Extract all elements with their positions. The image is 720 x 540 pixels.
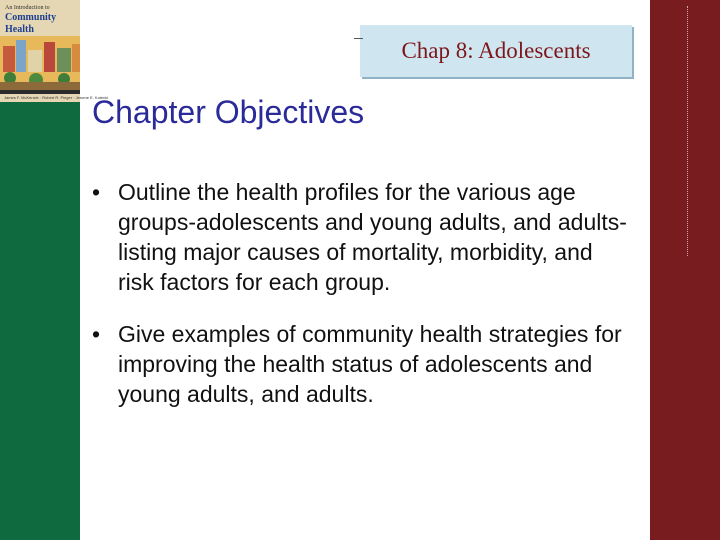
bullet-item xyxy=(92,177,633,297)
book-cover-title-line1: Community xyxy=(5,12,57,23)
bullet-item xyxy=(92,319,633,409)
book-cover-credits: James F. McKenzie · Robert R. Pinger · Jerome E. Kotecki xyxy=(4,95,109,100)
chapter-header-box xyxy=(360,25,632,77)
bullet-text: Outline the health profiles for the various age groups-adolescents and young adults, and adults-listing major causes of mortality, morbidity, and risk factors for each group. xyxy=(118,179,627,295)
bullet-marker: • xyxy=(92,321,101,347)
chapter-label: Chap 8: Adolescents xyxy=(401,38,591,63)
city-illustration xyxy=(0,36,80,94)
bullet-marker: • xyxy=(92,179,101,205)
slide-title: Chapter Objectives xyxy=(92,94,365,130)
dotted-divider xyxy=(687,6,689,256)
book-cover-subtitle: An Introduction to xyxy=(5,5,50,11)
bullet-list xyxy=(92,177,633,431)
book-cover-title-line2: Health xyxy=(5,24,34,35)
right-accent-bar xyxy=(650,0,720,540)
header-tick-mark xyxy=(354,38,363,39)
bullet-text: Give examples of community health strategies for improving the health status of adolescents and young adults, and adults. xyxy=(118,321,622,407)
book-cover-image xyxy=(0,0,109,102)
